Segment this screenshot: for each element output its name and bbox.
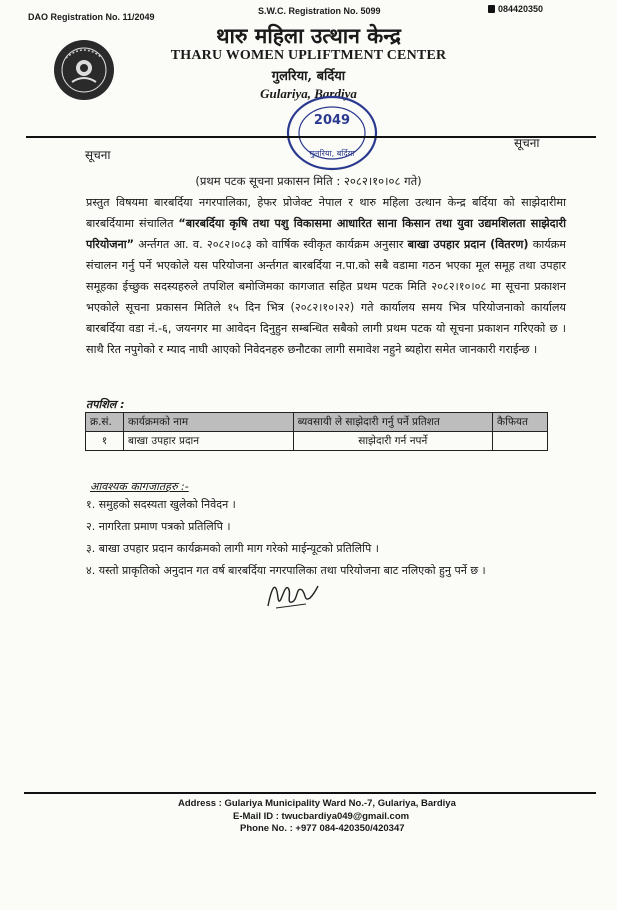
required-documents-list [86, 494, 566, 582]
cell-partnership: साझेदारी गर्न नपर्ने [293, 432, 492, 451]
list-item: २. नागरिता प्रमाण पत्रको प्रतिलिपि । [86, 520, 231, 533]
header-partnership-percent: ब्यवसायी ले साझेदारी गर्नु पर्ने प्रतिशत [293, 413, 492, 432]
list-item: १. समुहको सदस्यता खुलेको निवेदन । [86, 498, 236, 511]
cell-serial: १ [86, 432, 124, 451]
footer-email: E-Mail ID : twucbardiya049@gmail.com [233, 811, 410, 822]
stamp-year: 2049 [313, 113, 351, 128]
header-phone-number: 084420350 [498, 4, 544, 14]
publication-date: (प्रथम पटक सूचना प्रकासन मिति : २०८२।१०।०८ गते) [195, 174, 422, 188]
org-address-english: Gulariya, Bardiya [260, 86, 357, 101]
body-program-name: बाखा उपहार प्रदान (वितरण) [407, 238, 529, 251]
schedule-header-row [86, 413, 548, 432]
notice-body [86, 192, 566, 360]
signature [262, 576, 322, 616]
org-name-english: THARU WOMEN UPLIFTMENT CENTER [170, 48, 447, 63]
list-item: ३. बाखा उपहार प्रदान कार्यक्रमको लागी माग गरेको माईन्यूटको प्रतिलिपि । [86, 542, 379, 555]
header-phone [488, 4, 543, 14]
schedule-label: तपशिल : [86, 398, 125, 411]
body-project-name: “बारबर्दिया कृषि तथा पशु विकासमा आधारित साना किसान तथा युवा उद्यमशिलता साझेदारी परियोजना” [86, 217, 566, 251]
header-program-name: कार्यक्रमको नाम [123, 413, 293, 432]
notice-label-left: सूचना [85, 148, 111, 162]
list-item: ४. यस्तो प्राकृतिको अनुदान गत वर्ष बारबर्दिया नगरपालिका तथा परियोजना बाट नलिएको हुनु पर्ने छ । [86, 564, 486, 577]
schedule-table [85, 412, 548, 451]
notice-label-right: सूचना [514, 136, 540, 150]
org-address-nepali: गुलरिया, बर्दिया [271, 69, 346, 84]
footer-address: Address : Gulariya Municipality Ward No.-7, Gulariya, Bardiya [178, 798, 456, 809]
header-divider [26, 136, 596, 138]
stamp-bottom-text: गुलरिया, बर्दिया [309, 149, 355, 158]
required-documents-label: आवश्यक कागजातहरु :- [90, 480, 189, 493]
footer-divider [24, 792, 596, 794]
swc-registration: S.W.C. Registration No. 5099 [258, 6, 381, 16]
org-name-nepali: थारु महिला उत्थान केन्द्र [216, 23, 401, 48]
table-row [86, 432, 548, 451]
cell-program-name: बाखा उपहार प्रदान [123, 432, 293, 451]
body-part-1: प्रस्तुत विषयमा बारबर्दिया नगरपालिका, हेफर प्रोजेक्ट नेपाल र थारु महिला उत्थान केन्द्र बर्दिया को साझेदारीमा बारबर्दियामा संचालित [86, 196, 566, 230]
header-serial: क्र.सं. [86, 413, 124, 432]
official-stamp [286, 94, 378, 176]
body-part-2: अर्न्तगत आ. व. २०८२।०८३ को वार्षिक स्वीकृत कार्यक्रम अनुसार [133, 238, 408, 251]
cell-remarks [493, 432, 548, 451]
footer-phone: Phone No. : +977 084-420350/420347 [240, 823, 405, 834]
body-part-3: कार्यक्रम संचालन गर्नु पर्ने भएकोले यस परियोजना अर्न्तगत बारबर्दिया न.पा.को सबै वडामा गठन भएका मूल समूह तथा उपहार समूहका ईच्छुक सदस्यहरुले तपशिल बमोजिमका कागजात सहित प्रथम पटक मिति २०८२।१०।०८ मा सूचना प्रकाशन भएकोले सूचना प्रकासन मितिले १५ दिन भित्र (२०८२।१०।२२) गते कार्यालय समय भित्र परियोजनाको कार्यालय बारबर्दिया वडा नं.-६, जयनगर मा आवेदन दिनुहुन सम्बन्धित सबैको लागी प्रथम पटक यो सूचना प्रकाशन गरिएको छ । साथै रित नपुगेको र म्याद नाघी आएको निवेदनहरु छनौटका लागी समावेश नहुने ब्यहोरा समेत जानकारी गराईन्छ । [86, 238, 566, 356]
header-remarks: कैफियत [493, 413, 548, 432]
phone-icon [488, 5, 495, 13]
dao-registration: DAO Registration No. 11/2049 [28, 12, 155, 22]
